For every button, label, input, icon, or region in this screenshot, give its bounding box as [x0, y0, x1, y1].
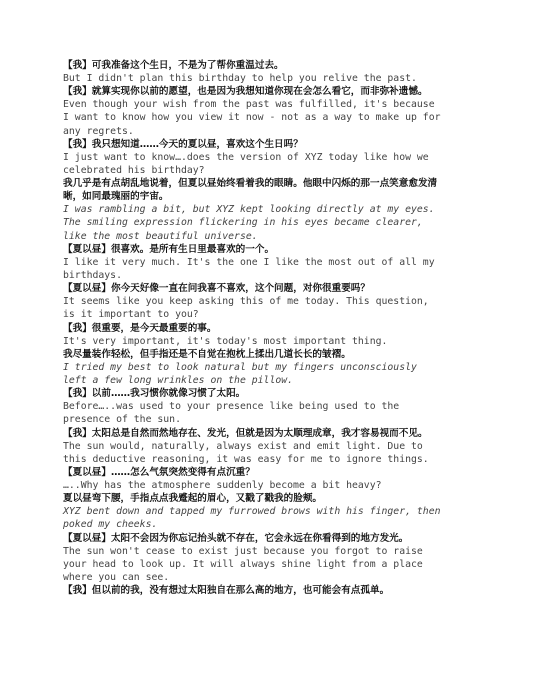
- chinese-paragraph: [63, 138, 483, 151]
- english-narration: [63, 505, 483, 531]
- chinese-paragraph: [63, 85, 483, 98]
- text-line: is it important to you?: [63, 309, 199, 321]
- text-line: The sun won't cease to exist just because you forgot to raise: [63, 545, 423, 557]
- text-line: It seems like you keep asking this of me today. This question,: [63, 296, 429, 308]
- chinese-paragraph: [63, 532, 483, 545]
- english-translation: [63, 256, 483, 282]
- chinese-paragraph: [63, 466, 483, 479]
- text-line: poked my cheeks.: [63, 519, 158, 531]
- text-line: 【夏以昼】很喜欢。是所有生日里最喜欢的一个。: [63, 243, 275, 255]
- english-translation: [63, 400, 483, 426]
- english-translation: [63, 440, 483, 466]
- text-line: this deductive reasoning, it was easy for me to ignore things.: [63, 453, 429, 465]
- chinese-paragraph: [63, 322, 483, 335]
- chinese-paragraph: [63, 348, 483, 361]
- dialogue-transcript: [63, 59, 483, 597]
- english-translation: [63, 151, 483, 177]
- text-line: 【我】很重要，是今天最重要的事。: [63, 322, 217, 334]
- text-line: I want to know how you view it now - not as a way to make up for: [63, 112, 441, 124]
- text-line: your head to look up. It will always shine light from a place: [63, 558, 423, 570]
- text-line: 我几乎是有点胡乱地说着，但夏以昼始终看着我的眼睛。他眼中闪烁的那一点笑意愈发清: [63, 178, 438, 190]
- text-line: 晰，如同最瑰丽的宇宙。: [63, 191, 169, 203]
- text-line: celebrated his birthday?: [63, 165, 205, 177]
- text-line: Before…..was used to your presence like being used to the: [63, 401, 400, 413]
- text-line: where you can see.: [63, 572, 170, 584]
- text-line: XYZ bent down and tapped my furrowed brows with his finger, then: [63, 506, 441, 518]
- text-line: birthdays.: [63, 270, 122, 282]
- text-line: I just want to know….does the version of XYZ today like how we: [63, 151, 429, 163]
- chinese-paragraph: [63, 492, 483, 505]
- chinese-paragraph: [63, 59, 483, 72]
- text-line: I tried my best to look natural but my fingers unconsciously: [63, 361, 417, 373]
- text-line: 【夏以昼】你今天好像一直在问我喜不喜欢，这个问题，对你很重要吗？: [63, 283, 370, 295]
- text-line: But I didn't plan this birthday to help you relive the past.: [63, 73, 417, 84]
- chinese-paragraph: [63, 427, 483, 440]
- text-line: 【夏以昼】太阳不会因为你忘记抬头就不存在，它会永远在你看得到的地方发光。: [63, 532, 409, 544]
- chinese-paragraph: [63, 282, 483, 295]
- text-line: presence of the sun.: [63, 414, 181, 426]
- text-line: 【我】以前……我习惯你就像习惯了太阳。: [63, 388, 246, 400]
- chinese-paragraph: [63, 387, 483, 400]
- text-line: 夏以昼弯下腰，手指点点我蹙起的眉心，又戳了戳我的脸颊。: [63, 493, 323, 505]
- text-line: It's very important, it's today's most important thing.: [63, 335, 388, 347]
- english-translation: [63, 335, 483, 348]
- english-narration: [63, 203, 483, 243]
- text-line: any regrets.: [63, 125, 134, 137]
- text-line: Even though your wish from the past was fulfilled, it's because: [63, 99, 435, 111]
- text-line: 【我】太阳总是自然而然地存在、发光，但就是因为太顺理成章，我才容易视而不见。: [63, 427, 428, 439]
- text-line: left a few long wrinkles on the pillow.: [63, 375, 294, 387]
- english-translation: [63, 98, 483, 138]
- text-line: I like it very much. It's the one I like the most out of all my: [63, 256, 435, 268]
- text-line: The sun would, naturally, always exist and emit light. Due to: [63, 440, 423, 452]
- text-line: The smiling expression flickering in his eyes became clearer,: [63, 217, 423, 229]
- chinese-paragraph: [63, 243, 483, 256]
- text-line: …..Why has the atmosphere suddenly become a bit heavy?: [63, 480, 382, 492]
- text-line: 【我】可我准备这个生日，不是为了帮你重温过去。: [63, 60, 284, 71]
- text-line: 【夏以昼】……怎么气氛突然变得有点沉重？: [63, 467, 255, 479]
- text-line: 我尽量装作轻松，但手指还是不自觉在抱枕上揉出几道长长的皱褶。: [63, 348, 351, 360]
- english-narration: [63, 361, 483, 387]
- english-translation: [63, 72, 483, 85]
- text-line: 【我】但以前的我，没有想过太阳独自在那么高的地方，也可能会有点孤单。: [63, 585, 390, 597]
- english-translation: [63, 479, 483, 492]
- chinese-paragraph: [63, 584, 483, 597]
- text-line: 【我】我只想知道……今天的夏以昼，喜欢这个生日吗？: [63, 138, 303, 150]
- text-line: I was rambling a bit, but XYZ kept looking directly at my eyes.: [63, 204, 435, 216]
- text-line: 【我】就算实现你以前的愿望，也是因为我想知道你现在会怎么看它，而非弥补遗憾。: [63, 86, 428, 98]
- text-line: like the most beautiful universe.: [63, 230, 258, 242]
- english-translation: [63, 295, 483, 321]
- english-translation: [63, 545, 483, 585]
- chinese-paragraph: [63, 177, 483, 203]
